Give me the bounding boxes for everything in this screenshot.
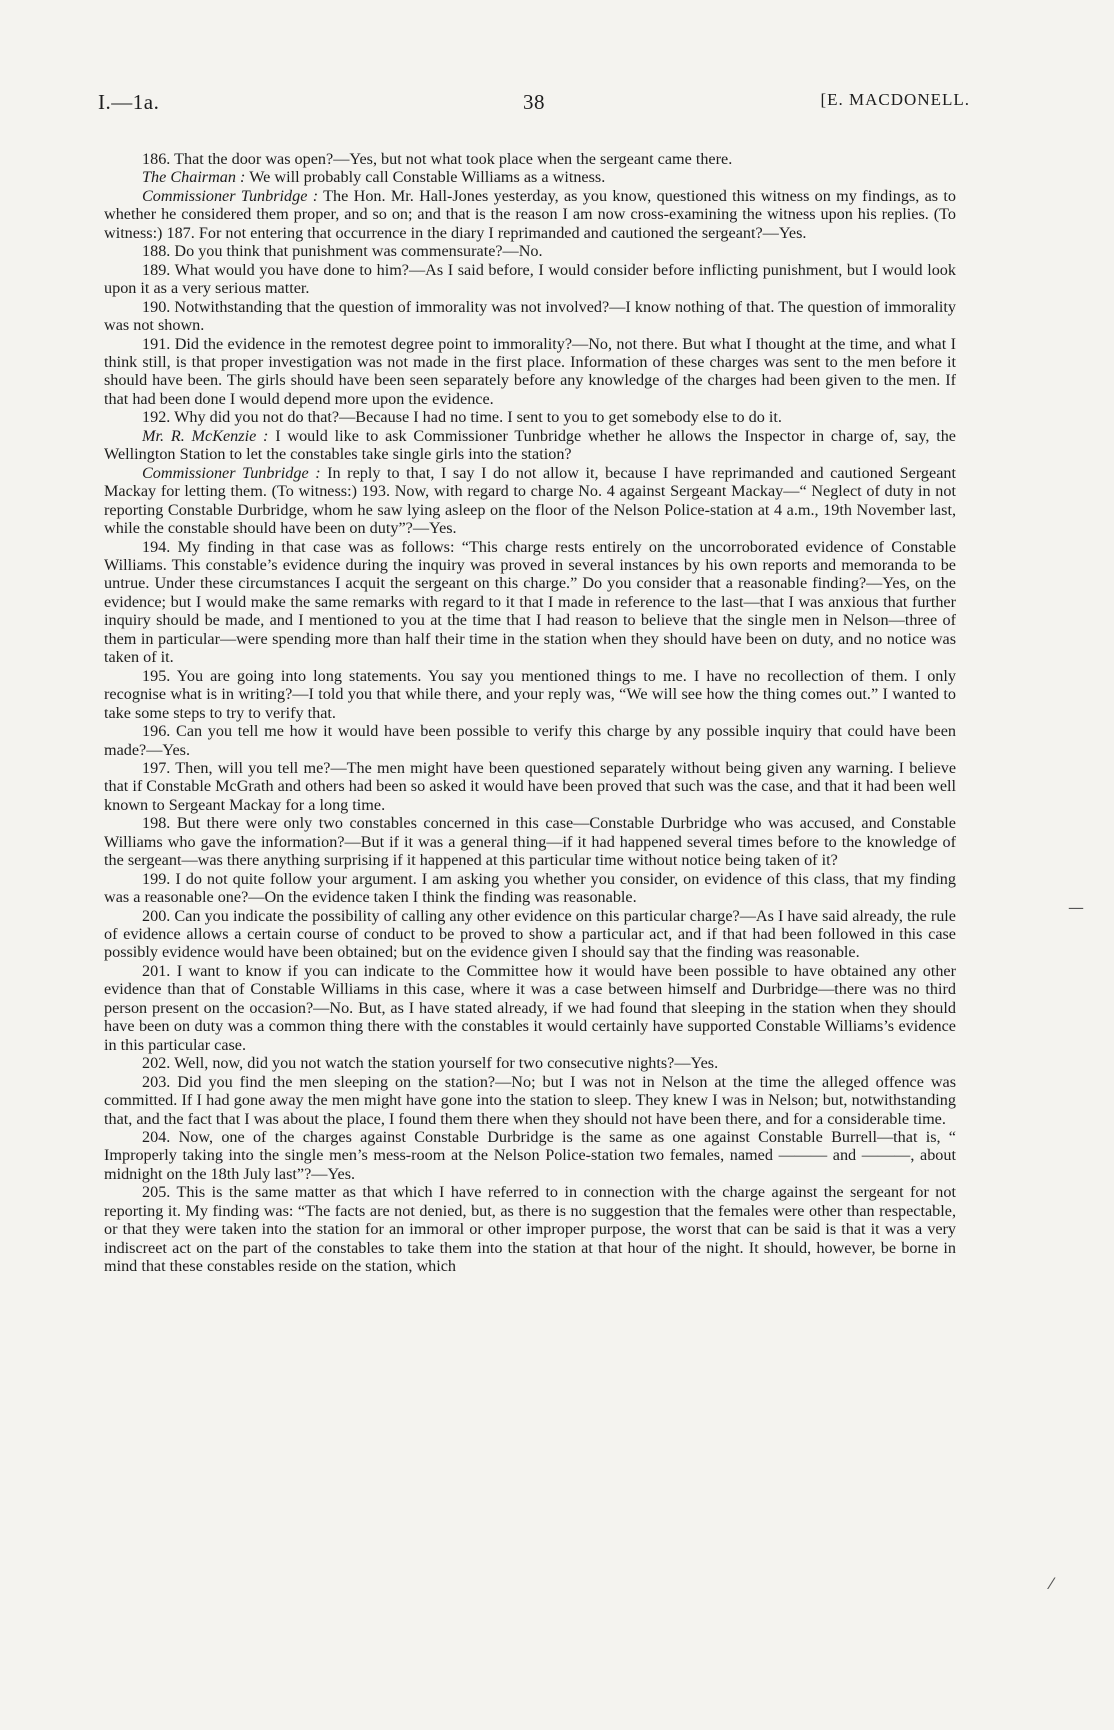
paragraph: 201. I want to know if you can indicate to the Committee how it would have been possible to have obtained any other evidence than that of Constable Williams in this case, where it was a case between himself and Durbridge—there was no third person present on the occasion?—No. But, as I have stated already, if we had found that sleeping in the station when they should have been on duty was a common thing there with the constables it would certainly have supported Constable Williams’s evidence in this particular case.	[104, 961, 956, 1054]
paper-reference: I.—1a.	[98, 90, 160, 114]
paragraph: 192. Why did you not do that?—Because I had no time. I sent to you to get somebody else to do it.	[142, 408, 782, 427]
paragraph: 195. You are going into long statements. You say you mentioned things to me. I have no recollection of them. I only recognise what is in writing?—I told you that while there, and your reply was, “We will see how the thing comes out.” I wanted to take some steps to try to verify that.	[104, 666, 956, 722]
paragraph: 186. That the door was open?—Yes, but not what took place when the sergeant came there.	[142, 150, 733, 168]
page-number: 38	[523, 90, 545, 114]
evidence-text	[104, 150, 956, 1276]
speaker-name: Commissioner Tunbridge :	[142, 463, 321, 482]
paragraph: 200. Can you indicate the possibility of calling any other evidence on this particular charge?—As I have said already, the rule of evidence allows a certain course of conduct to be proved to show a particular act, and if that had been followed in this case possibly evidence would have been obtained; but on the evidence given I should say that the finding was reasonable.	[104, 906, 956, 962]
paragraph: Commissioner Tunbridge : The Hon. Mr. Hall-Jones yesterday, as you know, questioned this witness on my findings, as to whether he considered them proper, and so on; and that is the reason I am now cross-examining the witness upon his replies. (To witness:) 187. For not entering that occurrence in the diary I reprimanded and cautioned the sergeant?—Yes.	[104, 186, 956, 242]
paragraph: The Chairman : We will probably call Constable Williams as a witness.	[142, 168, 606, 187]
margin-pencil-mark: ⁄	[1050, 1574, 1053, 1593]
witness-name: [E. MACDONELL.	[820, 90, 970, 109]
speaker-name: Commissioner Tunbridge :	[142, 186, 319, 205]
speaker-name: Mr. R. McKenzie :	[142, 426, 269, 445]
paragraph: 202. Well, now, did you not watch the station yourself for two consecutive nights?—Yes.	[142, 1054, 719, 1073]
margin-pencil-mark: —	[1068, 898, 1084, 917]
paragraph: 198. But there were only two constables concerned in this case—Constable Durbridge who was accused, and Constable Williams who gave the information?—But if it was a general thing—if it had happened several times before to the knowledge of the sergeant—was there anything surprising if it happened at this particular time without notice being taken of it?	[104, 814, 956, 870]
page-header	[98, 90, 970, 126]
paragraph: 196. Can you tell me how it would have been possible to verify this charge by any possible inquiry that could have been made?—Yes.	[104, 722, 956, 759]
speaker-name: The Chairman :	[142, 168, 246, 187]
paragraph: 191. Did the evidence in the remotest degree point to immorality?—No, not there. But what I thought at the time, and what I think still, is that proper investigation was not made in the first place. Information of these charges was sent to the men before it should have been. The girls should have been seen separately before any knowledge of the charges had been given to the men. If that had been done I would depend more upon the evidence.	[104, 334, 956, 408]
paragraph: 199. I do not quite follow your argument. I am asking you whether you consider, on evidence of this class, that my finding was a reasonable one?—On the evidence taken I think the finding was reasonable.	[104, 869, 956, 907]
paragraph: Commissioner Tunbridge : In reply to that, I say I do not allow it, because I have reprimanded and cautioned Sergeant Mackay for letting them. (To witness:) 193. Now, with regard to charge No. 4 against Sergeant Mackay—“ Neglect of duty in not reporting Constable Durbridge, whom he saw lying asleep on the floor of the Nelson Police-station at 4 a.m., 19th November last, while the constable should have been on duty”?—Yes.	[104, 463, 956, 538]
paragraph: Mr. R. McKenzie : I would like to ask Commissioner Tunbridge whether he allows the Inspector in charge of, say, the Wellington Station to let the constables take single girls into the station?	[104, 426, 956, 464]
paragraph: 203. Did you find the men sleeping on the station?—No; but I was not in Nelson at the time the alleged offence was committed. If I had gone away the men might have gone into the station to sleep. They knew I was in Nelson; but, notwithstanding that, and the fact that I was about the place, I found them there when they should not have been there, and for a considerable time.	[104, 1072, 956, 1128]
paragraph: 188. Do you think that punishment was commensurate?—No.	[142, 242, 543, 261]
paragraph: 204. Now, one of the charges against Constable Durbridge is the same as one against Constable Burrell—that is, “ Improperly taking into the single men’s mess-room at the Nelson Police-station two females, named ——— and ———, about midnight on the 18th July last”?—Yes.	[104, 1128, 956, 1183]
paragraph: 190. Notwithstanding that the question of immorality was not involved?—I know nothing of that. The question of immorality was not shown.	[104, 297, 956, 335]
paragraph: 189. What would you have done to him?—As I said before, I would consider before inflicting punishment, but I would look upon it as a very serious matter.	[104, 260, 956, 298]
paragraph: 197. Then, will you tell me?—The men might have been questioned separately without being given any warning. I believe that if Constable McGrath and others had been so asked it would have been proved that such was the case, and that it had been well known to Sergeant Mackay for a long time.	[104, 758, 956, 814]
paragraph: 205. This is the same matter as that which I have referred to in connection with the charge against the sergeant for not reporting it. My finding was: “The facts are not denied, but, as there is no suggestion that the females were other than respectable, or that they were taken into the station for an immoral or other improper purpose, the worst that can be said is that it was a very indiscreet act on the part of the constables to take them into the station at that hour of the night. It should, however, be borne in mind that these constables reside on the station, which	[104, 1183, 956, 1276]
paragraph: 194. My finding in that case was as follows: “This charge rests entirely on the uncorroborated evidence of Constable Williams. This constable’s evidence during the inquiry was proved in several instances by his own reports and memoranda to be untrue. Under these circumstances I acquit the sergeant on this charge.” Do you consider that a reasonable finding?—Yes, on the evidence; but I would make the same remarks with regard to it that I made in reference to the last—that I was anxious that further inquiry should be made, and I mentioned to you at the time that I had reason to believe that the single men in Nelson—three of them in particular—were spending more than half their time in the station when they should have been on duty, and no notice was taken of it.	[104, 537, 956, 667]
